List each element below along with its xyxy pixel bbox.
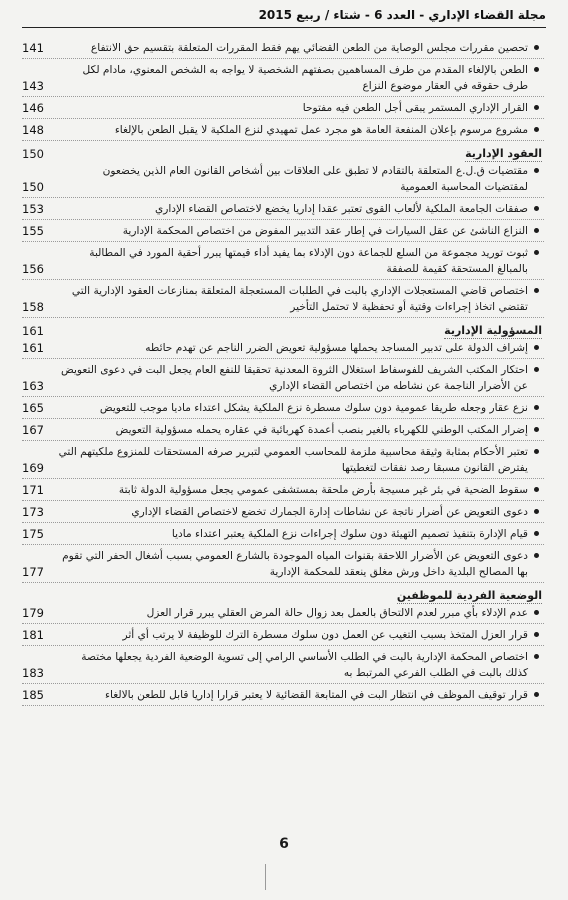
toc-entry-page: 150 <box>22 180 44 194</box>
toc-entry-page: 163 <box>22 379 44 393</box>
toc-entry-page: 148 <box>22 123 44 137</box>
toc-entry[interactable] <box>22 201 544 220</box>
journal-header: مجلة القضاء الإداري - العدد 6 - شتاء / ربيع 2015 <box>258 8 546 22</box>
toc-entry-text: نزع عقار وجعله طريقا عمومية دون سلوك مسطرة نزع الملكية يشكل اعتداء ماديا موجب للتعويض <box>58 400 544 416</box>
toc-entry-text: تعتبر الأحكام بمثابة وثيقة محاسبية ملزمة للمحاسب العمومي لتبرير صرفه المستحقات للمنزوع ملكيتهم التي يفترض القانون مسبقا رصد نفقات لتغطيتها <box>58 444 544 476</box>
toc-entry[interactable] <box>22 283 544 318</box>
toc-entry[interactable] <box>22 163 544 198</box>
toc-entry-text: إشراف الدولة على تدبير المساجد يحملها مسؤولية تعويض الضرر الناجم عن تهدم حائطه <box>58 340 544 356</box>
section-title: العقود الإدارية <box>465 147 542 160</box>
toc-entry-text: مشروع مرسوم بإعلان المنفعة العامة هو مجرد عمل تمهيدي لنزع الملكية لا يقبل الطعن بالإلغاء <box>58 122 544 138</box>
toc-entry-text: دعوى التعويض عن أضرار ناتجة عن نشاطات إدارة الجمارك تخضع لاختصاص القضاء الإداري <box>58 504 544 520</box>
toc-entry-text: اختصاص قاضي المستعجلات الإداري بالبت في الطلبات المستعجلة المتعلقة بمنازعات العقود الإدارية التي تقتضي اتخاذ إجراءات وقتية أو تحفظية لا تحتمل التأخير <box>58 283 544 315</box>
toc-entry-page: 175 <box>22 527 44 541</box>
toc-entry[interactable] <box>22 605 544 624</box>
section-title: المسؤولية الإدارية <box>444 324 542 337</box>
toc-entry[interactable] <box>22 100 544 119</box>
toc-entry-page: 167 <box>22 423 44 437</box>
toc-entry-page: 185 <box>22 688 44 702</box>
toc-entry[interactable] <box>22 627 544 646</box>
toc-entry[interactable] <box>22 422 544 441</box>
table-of-contents <box>22 40 544 706</box>
toc-entry-page: 158 <box>22 300 44 314</box>
toc-entry-page: 181 <box>22 628 44 642</box>
toc-entry-text: الطعن بالإلغاء المقدم من طرف المساهمين بصفتهم الشخصية لا يواجه به الشخص المعنوي، مادام لكل طرف حقوقه في العقار موضوع النزاع <box>58 62 544 94</box>
toc-entry-page: 141 <box>22 41 44 55</box>
binding-mark <box>265 864 266 890</box>
toc-entry[interactable] <box>22 400 544 419</box>
toc-entry-page: 155 <box>22 224 44 238</box>
toc-entry-page: 156 <box>22 262 44 276</box>
toc-entry-text: قرار توقيف الموظف في انتظار البت في المتابعة القضائية لا يعتبر قرارا إداريا قابل للطعن بالالغاء <box>58 687 544 703</box>
toc-entry-text: ثبوت توريد مجموعة من السلع للجماعة دون الإدلاء بما يفيد أداء قيمتها يبرر أحقية المورد في المطالبة بالمبالغ المستحقة كقيمة للصفقة <box>58 245 544 277</box>
toc-entry-page: 153 <box>22 202 44 216</box>
toc-entry-text: اختصاص المحكمة الإدارية بالبت في الطلب الأساسي الرامي إلى تسوية الوضعية الفردية يجعلها مختصة كذلك بالبت في الطلب الفرعي المرتبط به <box>58 649 544 681</box>
header-rule <box>22 27 546 28</box>
toc-entry-page: 169 <box>22 461 44 475</box>
toc-entry-page: 161 <box>22 341 44 355</box>
toc-entry[interactable] <box>22 362 544 397</box>
toc-entry[interactable] <box>22 482 544 501</box>
section-page: 161 <box>22 324 44 338</box>
toc-entry-page: 171 <box>22 483 44 497</box>
toc-entry[interactable] <box>22 526 544 545</box>
section-heading-liability[interactable] <box>22 322 544 340</box>
toc-entry[interactable] <box>22 223 544 242</box>
toc-entry[interactable] <box>22 40 544 59</box>
toc-entry-text: دعوى التعويض عن الأضرار اللاحقة بقنوات المياه الموجودة بالشارع العمومي بسبب أشغال الحفر التي تقوم بها المصالح البلدية داخل ورش مغلق ينعقد للمحكمة الإدارية <box>58 548 544 580</box>
toc-entry-text: احتكار المكتب الشريف للفوسفاط استغلال الثروة المعدنية تحقيقا للنفع العام يجعل البت في دعوى التعويض عن الأضرار الناجمة عن نشاطه من اختصاص القضاء الإداري <box>58 362 544 394</box>
toc-entry-text: النزاع الناشئ عن عقل السيارات في إطار عقد التدبير المفوض من اختصاص المحكمة الإدارية <box>58 223 544 239</box>
toc-entry-text: القرار الإداري المستمر يبقى أجل الطعن فيه مفتوحا <box>58 100 544 116</box>
toc-entry-text: قيام الإدارة بتنفيذ تصميم التهيئة دون سلوك إجراءات نزع الملكية يعتبر اعتداء ماديا <box>58 526 544 542</box>
section-title: الوضعية الفردية للموظفين <box>396 589 542 602</box>
toc-entry[interactable] <box>22 340 544 359</box>
toc-entry[interactable] <box>22 444 544 479</box>
toc-entry-text: صفقات الجامعة الملكية لألعاب القوى تعتبر عقدا إداريا يخضع لاختصاص القضاء الإداري <box>58 201 544 217</box>
toc-entry-text: قرار العزل المتخذ بسبب التغيب عن العمل دون سلوك مسطرة الترك للوظيفة لا يرتب أي أثر <box>58 627 544 643</box>
toc-entry-page: 165 <box>22 401 44 415</box>
toc-entry[interactable] <box>22 245 544 280</box>
section-heading-employees[interactable] <box>22 587 544 605</box>
toc-entry-page: 177 <box>22 565 44 579</box>
toc-entry-page: 143 <box>22 79 44 93</box>
toc-entry[interactable] <box>22 649 544 684</box>
toc-entry-text: إضرار المكتب الوطني للكهرباء بالغير بنصب أعمدة كهربائية في عقاره يحمله مسؤولية التعويض <box>58 422 544 438</box>
toc-entry-page: 183 <box>22 666 44 680</box>
toc-entry-page: 173 <box>22 505 44 519</box>
toc-entry-text: تحصين مقررات مجلس الوصاية من الطعن القضائي يهم فقط المقررات المتعلقة بتقسيم حق الانتفاع <box>58 40 544 56</box>
toc-entry[interactable] <box>22 62 544 97</box>
toc-entry[interactable] <box>22 687 544 706</box>
toc-entry-text: سقوط الضحية في بئر غير مسيجة بأرض ملحقة بمستشفى عمومي يجعل مسؤولية الدولة ثابتة <box>58 482 544 498</box>
page-number: 6 <box>279 836 289 852</box>
toc-entry[interactable] <box>22 504 544 523</box>
section-page: 150 <box>22 147 44 161</box>
toc-entry-text: عدم الإدلاء بأي مبرر لعدم الالتحاق بالعمل بعد زوال حالة المرض العقلي يبرر قرار العزل <box>58 605 544 621</box>
toc-entry-page: 179 <box>22 606 44 620</box>
toc-entry[interactable] <box>22 548 544 583</box>
toc-entry-page: 146 <box>22 101 44 115</box>
section-heading-contracts[interactable] <box>22 145 544 163</box>
toc-entry[interactable] <box>22 122 544 141</box>
toc-entry-text: مقتضيات ق.ل.ع المتعلقة بالتقادم لا تطبق على العلاقات بين أشخاص القانون العام الذين يخضعون لمقتضيات المحاسبة العمومية <box>58 163 544 195</box>
